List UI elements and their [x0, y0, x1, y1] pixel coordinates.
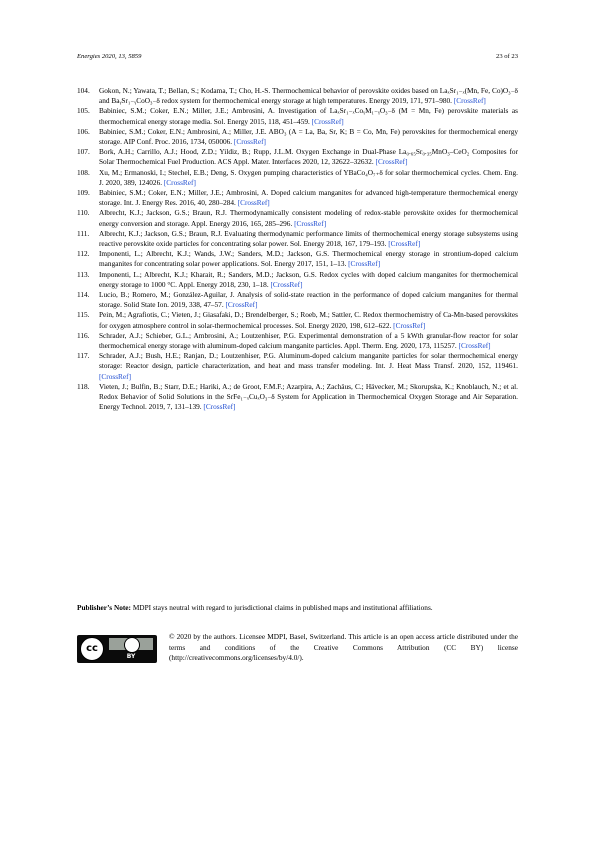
- reference-number: 113.: [77, 269, 90, 279]
- reference-item: [77, 310, 518, 330]
- page-header: [77, 53, 518, 60]
- by-label: BY: [126, 653, 136, 660]
- reference-text: Babiniec, S.M.; Coker, E.N.; Miller, J.E.; Ambrosini, A. Doped calcium manganites for advanced high-temperature thermochemical energy storage. Int. J. Energy Res. 2016, 40, 280–284.: [99, 188, 518, 208]
- reference-text: Schrader, A.J.; Bush, H.E.; Ranjan, D.; Loutzenhiser, P.G. Aluminum-doped calcium manganite particles for solar thermochemical energy storage: Reactor design, particle characterization, and heat and mass transfer modeling. Int. J. Heat Mass Transf. 2020, 152, 119461.: [99, 351, 518, 371]
- reference-number: 114.: [77, 290, 90, 300]
- reference-item: [77, 86, 518, 106]
- reference-number: 109.: [77, 188, 90, 198]
- crossref-link[interactable]: [CrossRef]: [453, 96, 486, 106]
- crossref-link[interactable]: [CrossRef]: [388, 239, 421, 249]
- reference-number: 106.: [77, 126, 90, 136]
- publisher-note-label: Publisher’s Note:: [77, 603, 131, 612]
- crossref-link[interactable]: [CrossRef]: [311, 116, 344, 126]
- reference-number: 117.: [77, 351, 90, 361]
- publisher-note: [77, 603, 518, 613]
- reference-text: Imponenti, L.; Albrecht, K.J.; Kharait, R.; Sanders, M.D.; Jackson, G.S. Redox cycles with doped calcium manganites for thermochemical energy storage to 1000 °C. Appl. Energy 2018, 230, 1–18.: [99, 269, 518, 289]
- crossref-link[interactable]: [CrossRef]: [225, 300, 258, 310]
- person-icon: [124, 637, 140, 653]
- reference-item: [77, 106, 518, 126]
- reference-text: Lucio, B.; Romero, M.; González-Aguilar, J. Analysis of solid-state reaction in the performance of doped calcium manganites for thermal storage. Solid State Ion. 2019, 338, 47–57.: [99, 290, 518, 310]
- reference-text: Pein, M.; Agrafiotis, C.; Vieten, J.; Giasafaki, D.; Brendelberger, S.; Roeb, M.; Sattler, C. Redox thermochemistry of Ca-Mn-based perovskites for oxygen atmosphere control in solar-thermochemical processes. Sol. Energy 2020, 198, 612–622.: [99, 310, 518, 330]
- reference-number: 115.: [77, 310, 90, 320]
- reference-number: 112.: [77, 249, 90, 259]
- reference-text: Vieten, J.; Bulfin, B.; Starr, D.E.; Hariki, A.; de Groot, F.M.F.; Azarpira, A.; Zachäus, C.; Hävecker, M.; Skorupska, K.; Knoblauch, N.; et al. Redox Behavior of Solid Solutions in the SrFe₁₋ₓCuₓO₃₋δ System for Application in Thermochemical Oxygen Storage and Air Separation. Energy Technol. 2019, 7, 131–139.: [99, 381, 518, 412]
- reference-text: Babiniec, S.M.; Coker, E.N.; Miller, J.E.; Ambrosini, A. Investigation of LaₓSr₁₋ₓCoᵧM₁₋ᵧO₃₋δ (M = Mn, Fe) perovskite materials as thermochemical energy storage media. Sol. Energy 2015, 118, 451–459.: [99, 106, 518, 126]
- crossref-link[interactable]: [CrossRef]: [458, 341, 491, 351]
- crossref-link[interactable]: [CrossRef]: [163, 177, 196, 187]
- reference-list: [77, 86, 518, 413]
- crossref-link[interactable]: [CrossRef]: [393, 320, 426, 330]
- reference-item: [77, 208, 518, 228]
- reference-text: Bork, A.H.; Carrillo, A.J.; Hood, Z.D.; Yildiz, B.; Rupp, J.L.M. Oxygen Exchange in Dual-Phase La₀.₆₅Sr₀.₃₅MnO₃–CeO₂ Composites for Solar Thermochemical Fuel Production. ACS Appl. Mater. Interfaces 2020, 12, 32622–32632.: [99, 147, 518, 167]
- journal-citation: Energies 2020, 13, 5859: [77, 53, 142, 60]
- reference-text: Albrecht, K.J.; Jackson, G.S.; Braun, R.J. Evaluating thermodynamic performance limits of thermochemical energy storage subsystems using reactive perovskite oxide particles for concentrating solar power. Sol. Energy 2018, 167, 179–193.: [99, 228, 518, 249]
- reference-text: Babiniec, S.M.; Coker, E.N.; Ambrosini, A.; Miller, J.E. ABO₃ (A = La, Ba, Sr, K; B = Co, Mn, Fe) perovskites for thermochemical energy storage. AIP Conf. Proc. 2016, 1734, 050006.: [99, 126, 518, 147]
- reference-number: 110.: [77, 208, 90, 218]
- page-number: 23 of 23: [496, 53, 518, 60]
- reference-item: [77, 229, 518, 249]
- crossref-link[interactable]: [CrossRef]: [233, 137, 266, 147]
- reference-text: Albrecht, K.J.; Jackson, G.S.; Braun, R.J. Thermodynamically consistent modeling of redox-stable perovskite oxides for thermochemical energy conversion and storage. Appl. Energy 2016, 165, 285–296.: [99, 208, 518, 228]
- reference-text: Gokon, N.; Yawata, T.; Bellan, S.; Kodama, T.; Cho, H.-S. Thermochemical behavior of perovskite oxides based on LaₓSr₁₋ₓ(Mn, Fe, Co)O₃₋δ and BaᵧSr₁₋ᵧCoO₃₋δ redox system for thermochemical energy storage at high temperatures. Energy 2019, 171, 971–980.: [99, 86, 518, 106]
- cc-by-license-icon[interactable]: [77, 635, 157, 663]
- reference-item: [77, 188, 518, 208]
- reference-item: [77, 290, 518, 310]
- reference-number: 116.: [77, 330, 90, 340]
- reference-number: 111.: [77, 228, 90, 238]
- license-text: © 2020 by the authors. Licensee MDPI, Basel, Switzerland. This article is an open access article distributed under the terms and conditions of the Creative Commons Attribution (CC BY) license (http://creativecommons.org/licenses/by/4.0/).: [169, 632, 518, 663]
- reference-number: 105.: [77, 106, 90, 116]
- reference-number: 118.: [77, 381, 90, 391]
- license-block: [77, 632, 518, 672]
- reference-text: Imponenti, L.; Albrecht, K.J.; Wands, J.W.; Sanders, M.D.; Jackson, G.S. Thermochemical energy storage in strontium-doped calcium manganites for concentrating solar power applications. Sol. Energy 2017, 151, 1–13.: [99, 249, 518, 269]
- reference-item: [77, 127, 518, 147]
- crossref-link[interactable]: [CrossRef]: [294, 218, 327, 228]
- crossref-link[interactable]: [CrossRef]: [270, 279, 303, 289]
- cc-icon: cc: [80, 637, 104, 661]
- reference-item: [77, 331, 518, 351]
- reference-text: Xu, M.; Ermanoski, I.; Stechel, E.B.; Deng, S. Oxygen pumping characteristics of YBaCo₄O₇₊δ for solar thermochemical cycles. Chem. Eng. J. 2020, 389, 124026.: [99, 167, 518, 187]
- reference-item: [77, 270, 518, 290]
- reference-item: [77, 168, 518, 188]
- crossref-link[interactable]: [CrossRef]: [203, 402, 236, 412]
- reference-text: Schrader, A.J.; Schieber, G.L.; Ambrosini, A.; Loutzenhiser, P.G. Experimental demonstration of a 5 kWth granular-flow reactor for solar thermochemical energy storage with aluminum-doped calcium manganite particles. Appl. Therm. Eng. 2020, 173, 115257.: [99, 330, 518, 351]
- reference-number: 104.: [77, 86, 90, 95]
- reference-item: [77, 147, 518, 167]
- crossref-link[interactable]: [CrossRef]: [348, 259, 381, 269]
- reference-item: [77, 249, 518, 269]
- reference-number: 107.: [77, 147, 90, 157]
- reference-item: [77, 382, 518, 413]
- reference-number: 108.: [77, 167, 90, 177]
- crossref-link[interactable]: [CrossRef]: [99, 371, 132, 381]
- crossref-link[interactable]: [CrossRef]: [237, 198, 270, 208]
- publisher-note-text: MDPI stays neutral with regard to jurisdictional claims in published maps and institutional affiliations.: [132, 603, 433, 612]
- reference-item: [77, 351, 518, 382]
- crossref-link[interactable]: [CrossRef]: [375, 157, 408, 167]
